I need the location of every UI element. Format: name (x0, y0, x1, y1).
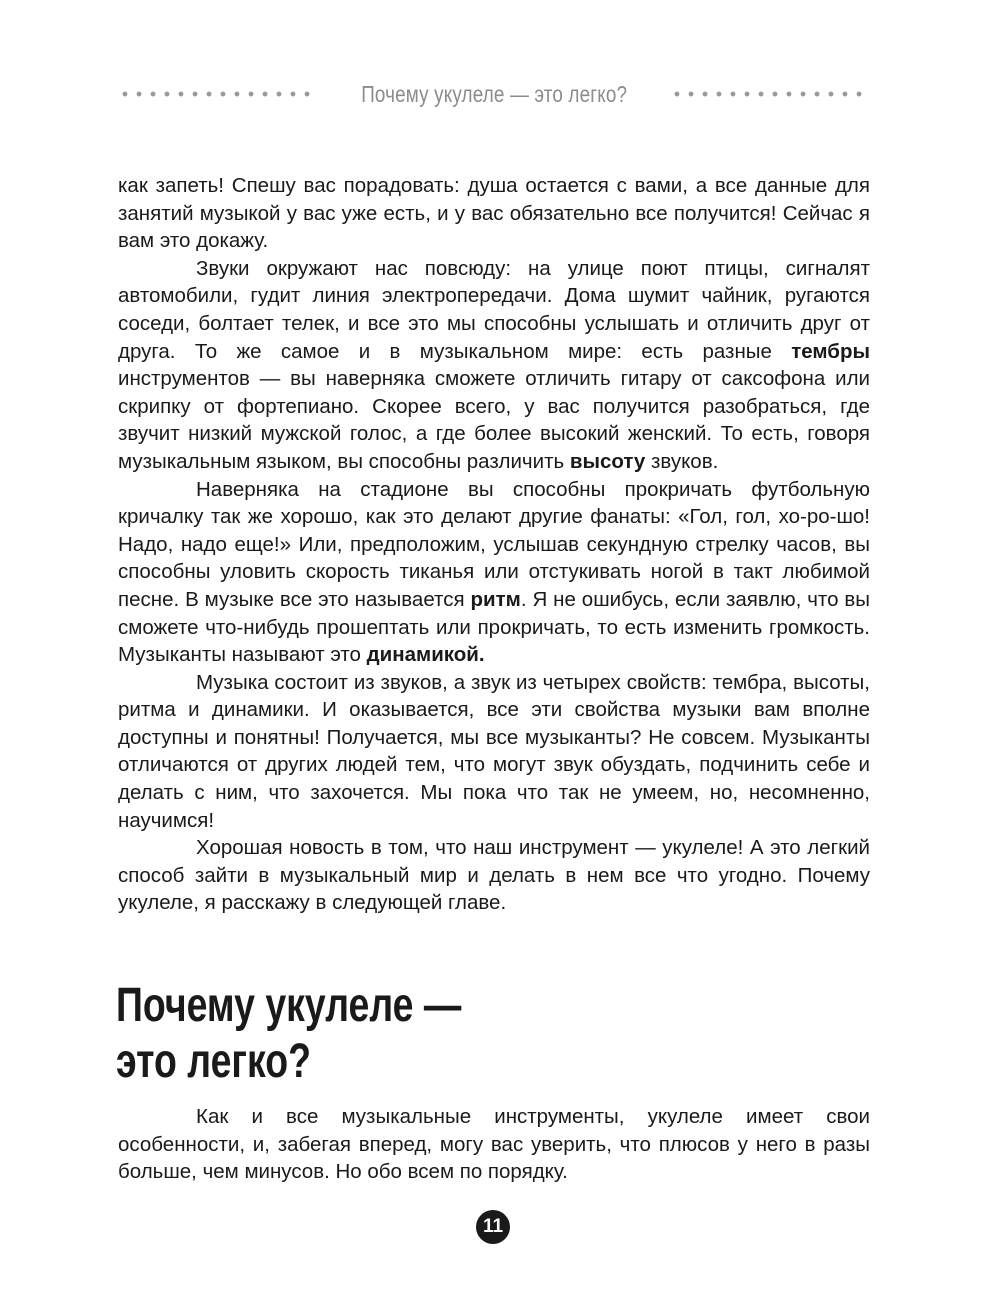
running-header (118, 78, 870, 110)
body-text (118, 172, 870, 917)
paragraph-3 (118, 476, 870, 669)
text-run: Хорошая новость в том, что наш инструмент — укулеле! А это легкий способ зайти в музыкальный мир и делать в нем все что угодно. Почему укулеле, я расскажу в следующей главе. (118, 836, 870, 915)
text-run: инструментов — вы наверняка сможете отличить гитару от саксофона или скрипку от фортепиано. Скорее всего, у вас получится разобраться, где звучит низкий мужской голос, а где более высокий женский. То есть, говоря музыкальным языком, вы способны различить (118, 367, 870, 473)
page-number: 11 (482, 1216, 504, 1237)
paragraph-2 (118, 255, 870, 476)
section-heading-line-1: Почему укулеле — (116, 979, 462, 1032)
page-number-badge (476, 1210, 510, 1244)
paragraph-5 (118, 834, 870, 917)
bold-term-pitch: высоту (569, 449, 646, 473)
text-run: Наверняка на стадионе вы способны прокричать футбольную кричалку так же хорошо, как это делают другие фанаты: «Гол, гол, хо-ро-шо! Надо, надо еще!» Или, предположим, услышав секундную стрелку часов, вы способны уловить скорость тиканья или отстукивать ногой в такт любимой песне. В музыке все это называется (118, 477, 870, 611)
running-title: Почему укулеле — это легко? (360, 80, 628, 107)
header-dot-leader-left (118, 91, 318, 97)
text-run: Звуки окружают нас повсюду: на улице поют птицы, сигналят автомобили, гудит линия электропередачи. Дома шумит чайник, ругаются соседи, болтает телек, и все это мы способны услышать и отличить друг от друга. То же самое и в музыкальном мире: есть разные (118, 256, 870, 363)
section-heading (116, 978, 584, 1090)
paragraph-1 (118, 172, 870, 255)
text-run: . Я не ошибусь, если заявлю, что вы сможете что-нибудь прошептать или прокричать, то есть изменить громкость. Музыканты называют это (118, 587, 871, 667)
bold-term-timbre: тембры (791, 339, 870, 363)
text-run: Музыка состоит из звуков, а звук из четырех свойств: тембра, высоты, ритма и динамики. И оказывается, все эти свойства музыки вам вполне доступны и понятны! Получается, мы все музыканты? Не совсем. Музыканты отличаются от других людей тем, что могут звук обуздать, подчинить себе и делать с ним, что захочется. Мы пока что так не умеем, но, несомненно, научимся! (118, 670, 870, 832)
header-dot-leader-right (670, 91, 870, 97)
text-run: звуков. (645, 449, 719, 473)
section-intro-paragraph: Как и все музыкальные инструменты, укулеле имеет свои особенности, и, забегая вперед, могу вас уверить, что плюсов у него в разы больше, чем минусов. Но обо всем по порядку. (118, 1105, 870, 1184)
section-heading-line-2: это легко? (116, 1035, 311, 1088)
paragraph-4 (118, 669, 870, 835)
bold-term-rhythm: ритм (470, 587, 521, 611)
text-run: как запеть! Спешу вас порадовать: душа остается с вами, а все данные для занятий музыкой у вас уже есть, и у вас обязательно все получится! Сейчас я вам это докажу. (118, 174, 870, 253)
bold-term-dynamics: динамикой. (366, 643, 485, 667)
